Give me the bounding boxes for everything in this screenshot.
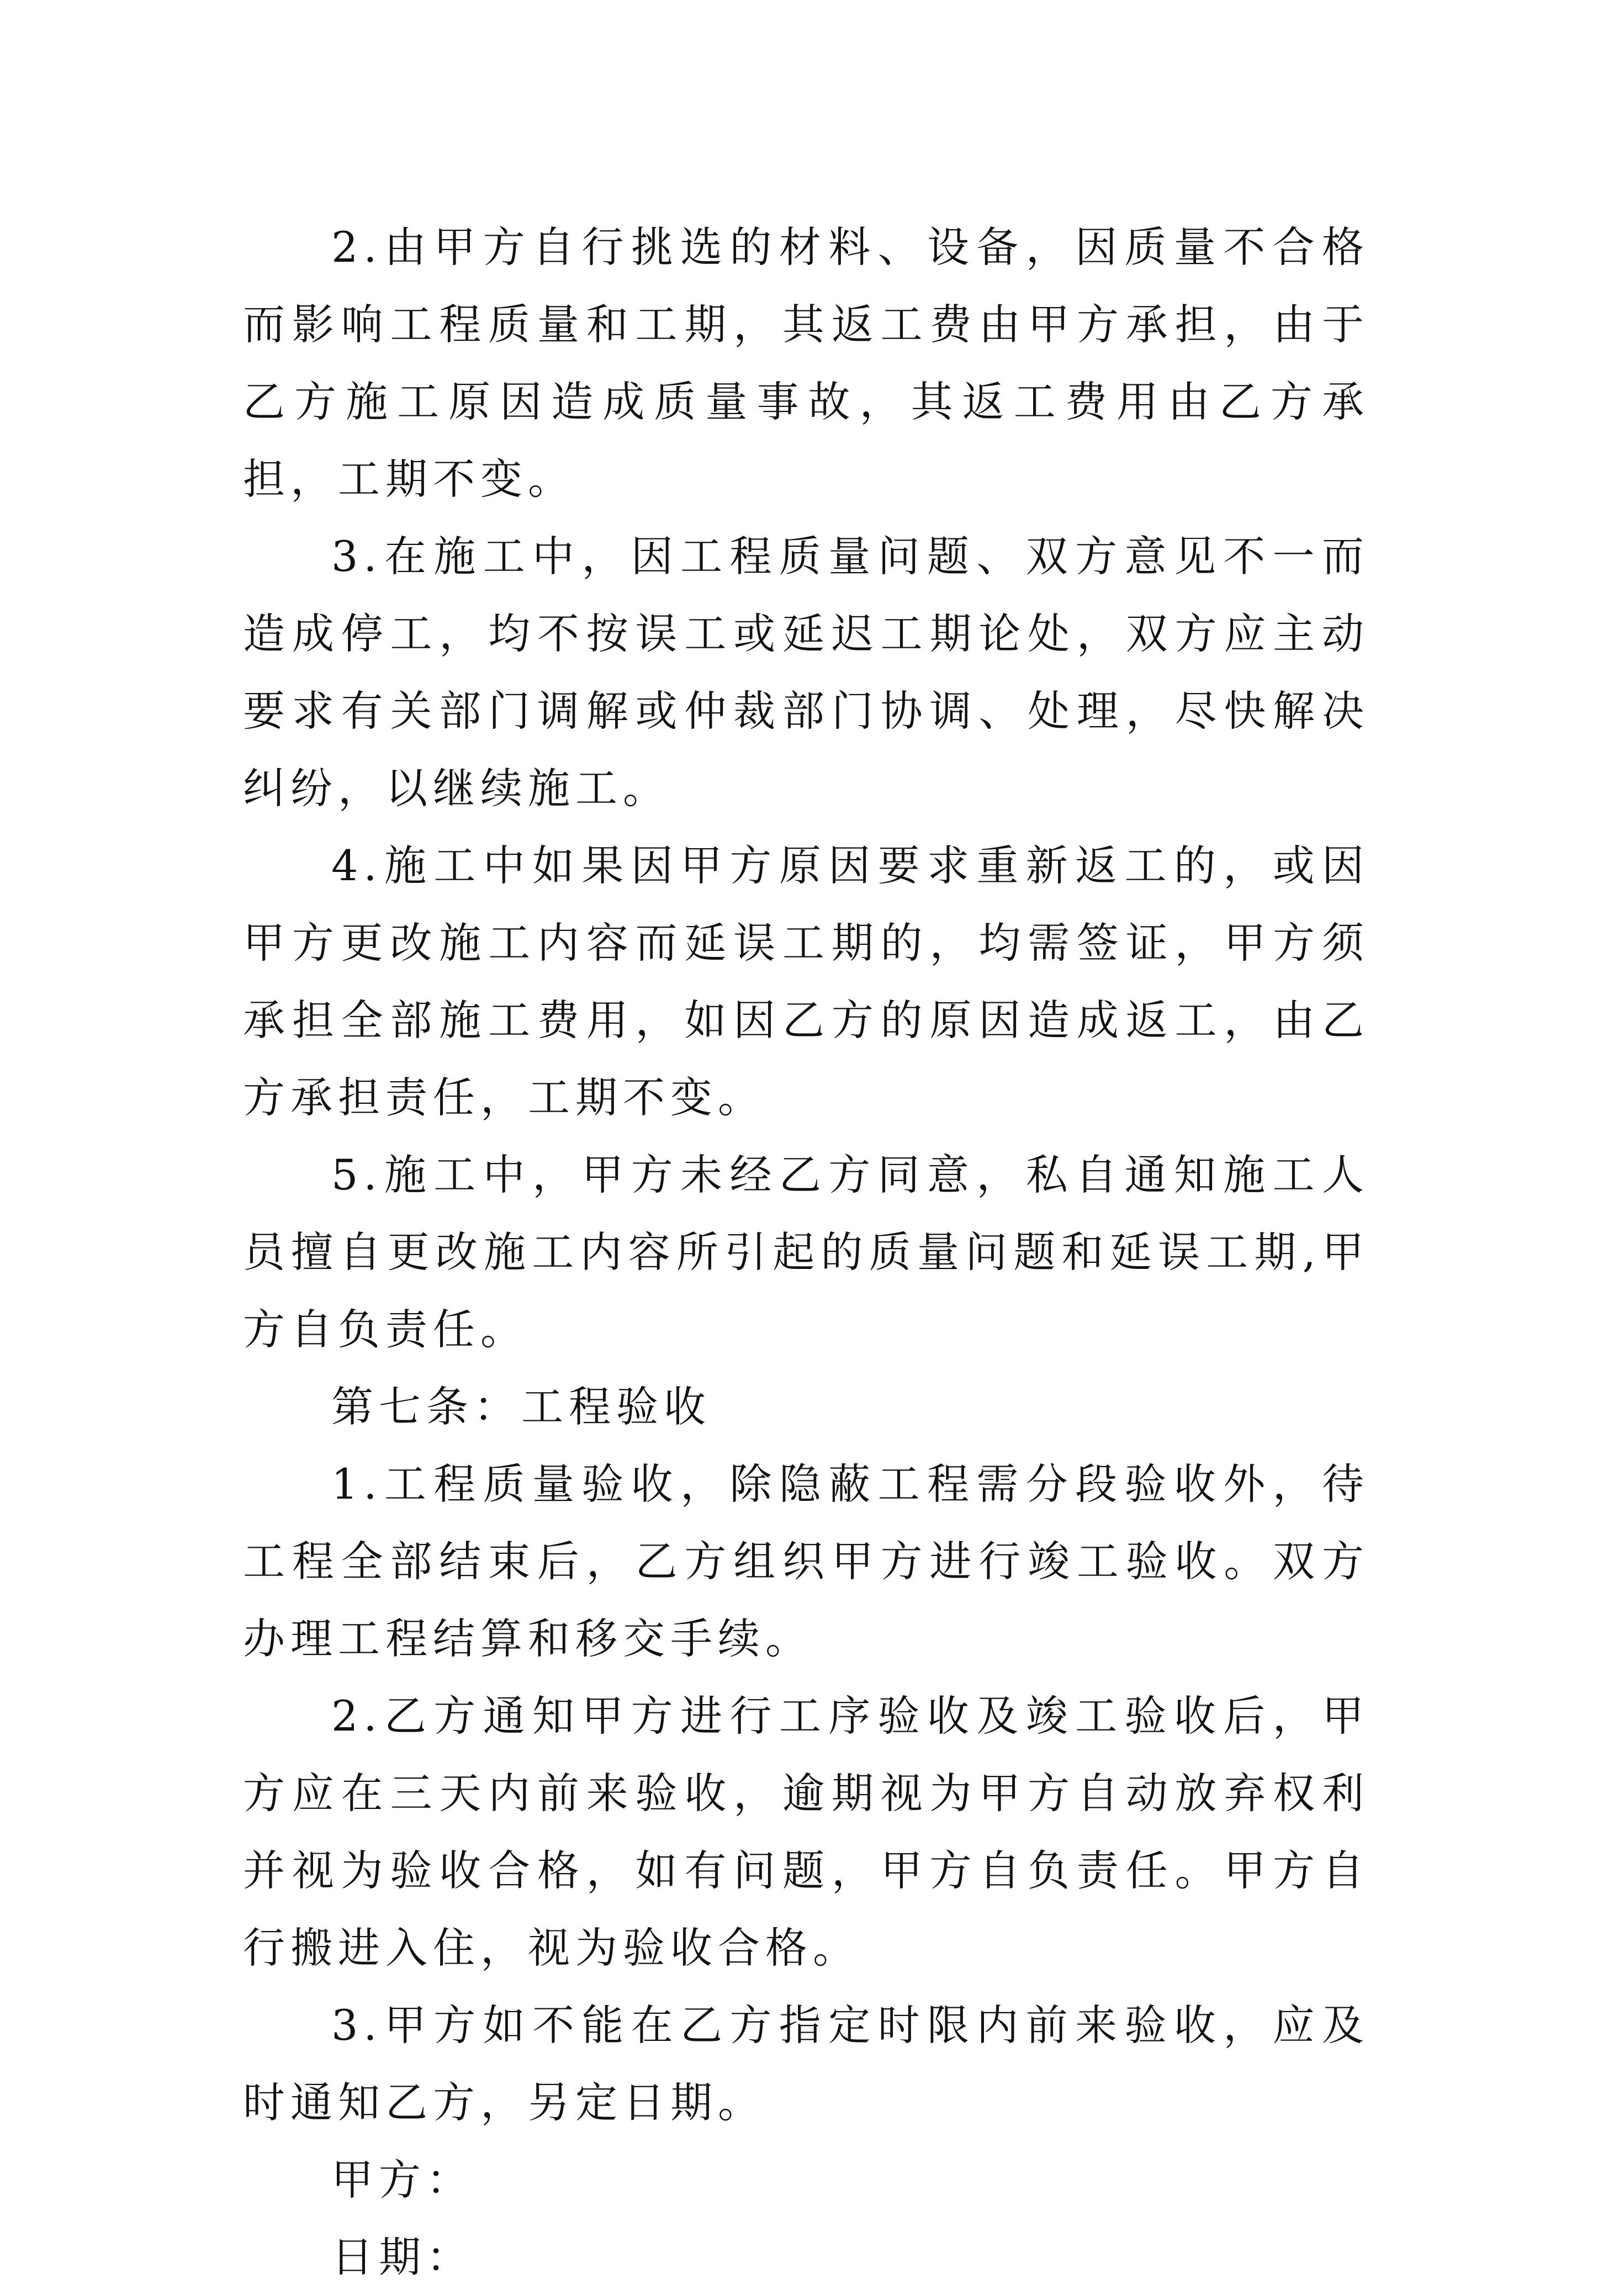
acceptance-paragraph-3: 3.甲方如不能在乙方指定时限内前来验收，应及时通知乙方，另定日期。 <box>243 2001 1369 2127</box>
clause-paragraph-5: 5.施工中，甲方未经乙方同意，私自通知施工人员擅自更改施工内容所引起的质量问题和延误工期,甲方自负责任。 <box>243 1150 1369 1354</box>
clause-paragraph-4: 4.施工中如果因甲方原因要求重新返工的，或因甲方更改施工内容而延误工期的，均需签证，甲方须承担全部施工费用，如因乙方的原因造成返工，由乙方承担责任，工期不变。 <box>243 841 1369 1122</box>
clause-paragraph-2: 2.由甲方自行挑选的材料、设备，因质量不合格而影响工程质量和工期，其返工费由甲方承担，由于乙方施工原因造成质量事故，其返工费用由乙方承担，工期不变。 <box>243 223 1369 504</box>
clause-paragraph-3: 3.在施工中，因工程质量问题、双方意见不一而造成停工，均不按误工或延迟工期论处，双方应主动要求有关部门调解或仲裁部门协调、处理，尽快解决纠纷，以继续施工。 <box>243 532 1369 813</box>
party-a-signature-label: 甲方： <box>331 2155 474 2204</box>
acceptance-paragraph-1: 1.工程质量验收，除隐蔽工程需分段验收外，待工程全部结束后，乙方组织甲方进行竣工验收。双方办理工程结算和移交手续。 <box>243 1459 1369 1663</box>
section-heading-article-7: 第七条：工程验收 <box>331 1382 711 1431</box>
document-body <box>243 209 1369 2296</box>
acceptance-paragraph-2: 2.乙方通知甲方进行工序验收及竣工验收后，甲方应在三天内前来验收，逾期视为甲方自动放弃权利并视为验收合格，如有问题，甲方自负责任。甲方自行搬进入住，视为验收合格。 <box>243 1691 1369 1972</box>
date-signature-label: 日期： <box>331 2232 474 2282</box>
